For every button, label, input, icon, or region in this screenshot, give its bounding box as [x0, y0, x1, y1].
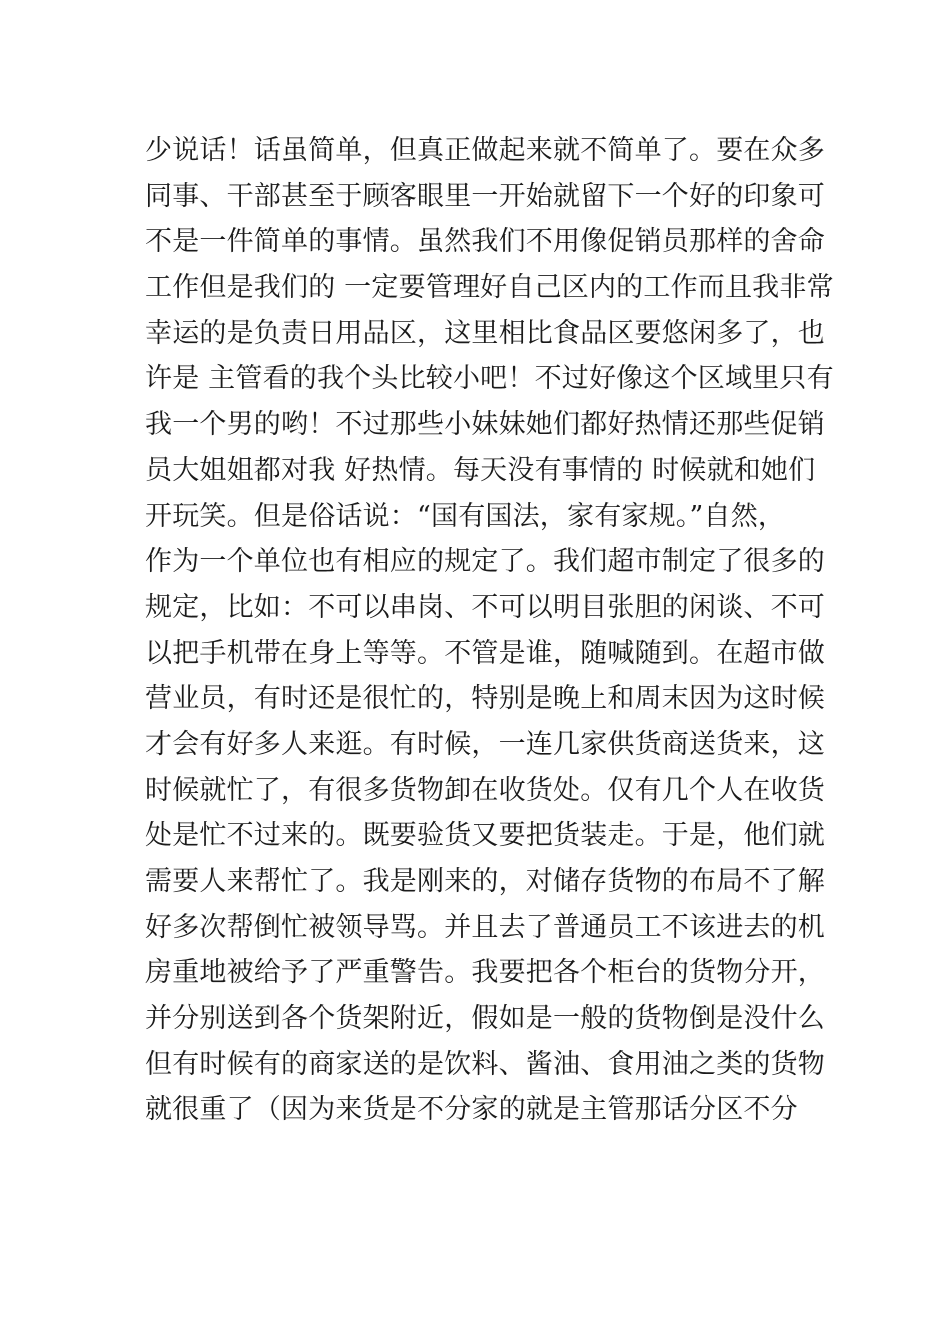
text-line: 好多次帮倒忙被领导骂。并且去了普通员工不该进去的机 — [145, 911, 825, 943]
text-line: 才会有好多人来逛。有时候，一连几家供货商送货来，这 — [145, 728, 825, 760]
text-line: 时候就忙了，有很多货物卸在收货处。仅有几个人在收货 — [145, 774, 825, 806]
text-line: 少说话！话虽简单，但真正做起来就不简单了。要在众多 — [145, 135, 825, 166]
text-line: 许是 主管看的我个头比较小吧！不过好像这个区域里只有 — [145, 363, 834, 395]
text-line: 我一个男的哟！不过那些小妹妹她们都好热情还那些促销 — [145, 409, 825, 441]
text-line: 不是一件简单的事情。虽然我们不用像促销员那样的舍命 — [145, 226, 825, 258]
text-line: 以把手机带在身上等等。不管是谁，随喊随到。在超市做 — [145, 637, 825, 669]
text-line: 幸运的是负责日用品区，这里相比食品区要悠闲多了，也 — [145, 317, 825, 349]
text-line: 员大姐姐都对我 好热情。每天没有事情的 时候就和她们 — [145, 454, 816, 486]
text-line: 工作但是我们的 一定要管理好自己区内的工作而且我非常 — [145, 272, 834, 304]
text-line: 开玩笑。但是俗话说：“国有国法，家有家规。”自然， — [145, 500, 786, 532]
text-line: 但有时候有的商家送的是饮料、酱油、食用油之类的货物 — [145, 1048, 825, 1080]
text-line: 处是忙不过来的。既要验货又要把货装走。于是，他们就 — [145, 820, 825, 852]
text-line: 房重地被给予了严重警告。我要把各个柜台的货物分开， — [145, 957, 825, 989]
body-text — [145, 128, 834, 1133]
text-line: 同事、干部甚至于顾客眼里一开始就留下一个好的印象可 — [145, 180, 825, 212]
text-line: 营业员，有时还是很忙的，特别是晚上和周末因为这时候 — [145, 683, 825, 715]
text-line: 规定，比如：不可以串岗、不可以明目张胆的闲谈、不可 — [145, 591, 825, 623]
text-line: 就很重了（因为来货是不分家的就是主管那话分区不分 — [145, 1094, 798, 1126]
text-line: 并分别送到各个货架附近，假如是一般的货物倒是没什么 — [145, 1003, 825, 1035]
text-line: 需要人来帮忙了。我是刚来的，对储存货物的布局不了解 — [145, 866, 825, 897]
text-line: 作为一个单位也有相应的规定了。我们超市制定了很多的 — [145, 546, 825, 578]
